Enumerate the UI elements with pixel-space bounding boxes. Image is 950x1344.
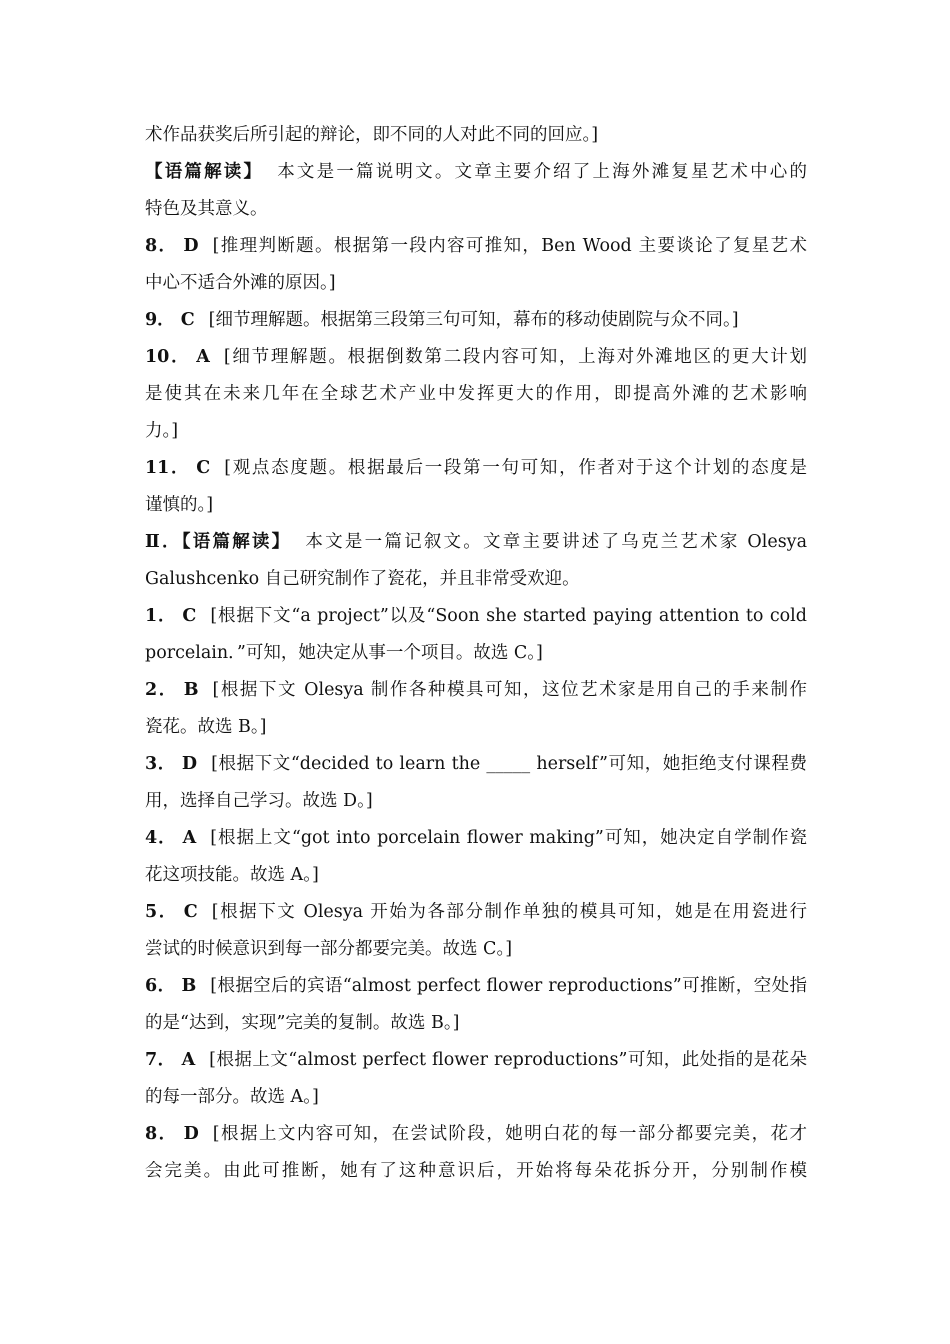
text-line: [145, 376, 807, 413]
answer-letter: D: [183, 236, 199, 256]
answer-letter: C: [183, 902, 198, 922]
answer-letter: C: [182, 606, 197, 626]
item-number: 6．: [145, 976, 176, 996]
text-line: [145, 931, 807, 968]
text-line: [145, 709, 807, 746]
section-tag: 【语篇解读】: [181, 532, 292, 552]
line-text: 尝试的时候意识到每一部分都要完美。故选 C。]: [145, 939, 513, 959]
line-text: 中心不适合外滩的原因。]: [145, 273, 336, 293]
item-number: 11．: [145, 458, 191, 478]
line-text: [根据下文“decided to learn the _____ herself”可知，她拒绝支付课程费: [211, 754, 807, 774]
text-line: [145, 857, 807, 894]
answer-letter: B: [181, 976, 197, 996]
line-text: [根据下文“a project”以及“Soon she started paying attention to cold: [210, 606, 807, 626]
line-text: [细节理解题。根据倒数第二段内容可知，上海对外滩地区的更大计划: [223, 347, 807, 367]
answer-letter: A: [181, 1050, 196, 1070]
line-text: [推理判断题。根据第一段内容可推知，Ben Wood 主要谈论了复星艺术: [212, 236, 807, 256]
text-line: [145, 154, 807, 191]
item-number: 2．: [145, 680, 178, 700]
text-line: [145, 450, 807, 487]
line-text: 用，选择自己学习。故选 D。]: [145, 791, 373, 811]
text-line: [145, 228, 807, 265]
text-line: [145, 820, 807, 857]
text-line: [145, 672, 807, 709]
text-line: [145, 302, 807, 339]
answer-letter: D: [181, 754, 198, 774]
item-number: Ⅱ．: [145, 532, 182, 552]
text-line: [145, 783, 807, 820]
line-text: 会完美。由此可推断，她有了这种意识后，开始将每朵花拆分开，分别制作模: [145, 1161, 807, 1181]
answer-letter: D: [183, 1124, 199, 1144]
text-line: [145, 561, 807, 598]
line-text: [根据上文内容可知，在尝试阶段，她明白花的每一部分都要完美，花才: [212, 1124, 807, 1144]
line-text: [根据下文 Olesya 制作各种模具可知，这位艺术家是用自己的手来制作: [212, 680, 807, 700]
text-line: [145, 1042, 807, 1079]
text-line: [145, 117, 807, 154]
line-text: 瓷花。故选 B。]: [145, 717, 267, 737]
text-line: [145, 968, 807, 1005]
item-number: 10．: [145, 347, 191, 367]
text-line: [145, 635, 807, 672]
line-text: [细节理解题。根据第三段第三句可知，幕布的移动使剧院与众不同。]: [208, 310, 739, 330]
text-line: [145, 413, 807, 450]
text-line: [145, 191, 807, 228]
text-line: [145, 1005, 807, 1042]
line-text: 是使其在未来几年在全球艺术产业中发挥更大的作用，即提高外滩的艺术影响: [145, 384, 807, 404]
line-text: [观点态度题。根据最后一段第一句可知，作者对于这个计划的态度是: [224, 458, 807, 478]
section-tag: 【语篇解读】: [145, 162, 264, 182]
line-text: porcelain．”可知，她决定从事一个项目。故选 C。]: [145, 643, 543, 663]
line-text: 本文是一篇说明文。文章主要介绍了上海外滩复星艺术中心的: [277, 162, 807, 182]
text-line: [145, 598, 807, 635]
text-line: [145, 894, 807, 931]
line-text: 谨慎的。]: [145, 495, 214, 515]
line-text: [根据上文“almost perfect flower reproductions”可知，此处指的是花朵: [209, 1050, 807, 1070]
text-line: [145, 487, 807, 524]
item-number: 3．: [145, 754, 176, 774]
item-number: 8．: [145, 236, 178, 256]
answer-letter: A: [196, 347, 210, 367]
answer-letter: C: [180, 310, 195, 330]
line-text: [根据空后的宾语“almost perfect flower reproductions”可推断，空处指: [210, 976, 807, 996]
item-number: 5．: [145, 902, 178, 922]
line-text: 花这项技能。故选 A。]: [145, 865, 319, 885]
line-text: 术作品获奖后所引起的辩论，即不同的人对此不同的回应。]: [145, 125, 599, 145]
answer-key-text: [145, 117, 807, 1190]
item-number: 4．: [145, 828, 177, 848]
line-text: 本文是一篇记叙文。文章主要讲述了乌克兰艺术家 Olesya: [305, 532, 807, 552]
line-text: [根据上文“got into porcelain flower making”可知，她决定自学制作瓷: [210, 828, 807, 848]
line-text: 特色及其意义。: [145, 199, 268, 219]
item-number: 1．: [145, 606, 177, 626]
text-line: [145, 339, 807, 376]
line-text: 的每一部分。故选 A。]: [145, 1087, 319, 1107]
line-text: Galushcenko 自己研究制作了瓷花，并且非常受欢迎。: [145, 569, 580, 589]
text-line: [145, 265, 807, 302]
text-line: [145, 1153, 807, 1190]
item-number: 8．: [145, 1124, 178, 1144]
answer-letter: C: [196, 458, 211, 478]
text-line: [145, 524, 807, 561]
item-number: 7．: [145, 1050, 176, 1070]
item-number: 9．: [145, 310, 175, 330]
line-text: [根据下文 Olesya 开始为各部分制作单独的模具可知，她是在用瓷进行: [211, 902, 807, 922]
text-line: [145, 1079, 807, 1116]
line-text: 力。]: [145, 421, 179, 441]
answer-letter: A: [182, 828, 197, 848]
text-line: [145, 746, 807, 783]
answer-letter: B: [183, 680, 199, 700]
line-text: 的是“达到，实现”完美的复制。故选 B。]: [145, 1013, 460, 1033]
text-line: [145, 1116, 807, 1153]
